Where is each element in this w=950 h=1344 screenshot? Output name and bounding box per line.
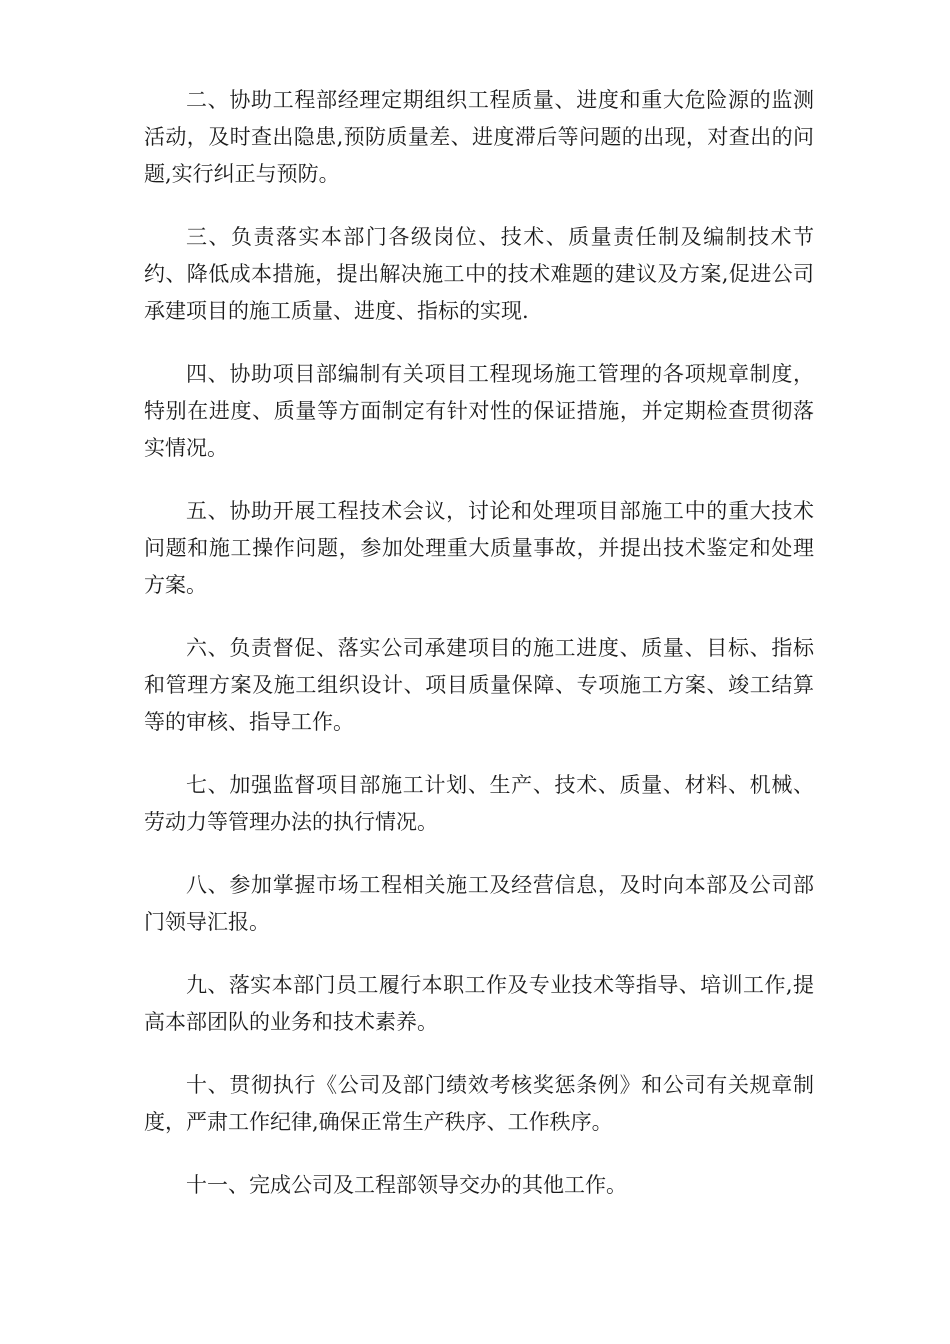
- paragraph-5: 五、协助开展工程技术会议，讨论和处理项目部施工中的重大技术问题和施工操作问题，参加处理重大质量事故，并提出技术鉴定和处理方案。: [144, 499, 814, 597]
- paragraph-7: 七、加强监督项目部施工计划、生产、技术、质量、材料、机械、劳动力等管理办法的执行情况。: [144, 773, 814, 834]
- paragraph-2: 二、协助工程部经理定期组织工程质量、进度和重大危险源的监测活动，及时查出隐患,预防质量差、进度滞后等问题的出现，对查出的问题,实行纠正与预防。: [144, 88, 814, 186]
- paragraph-10: 十、贯彻执行《公司及部门绩效考核奖惩条例》和公司有关规章制度，严肃工作纪律,确保正常生产秩序、工作秩序。: [144, 1073, 814, 1134]
- paragraph-8: 八、参加掌握市场工程相关施工及经营信息，及时向本部及公司部门领导汇报。: [144, 873, 814, 934]
- document-body: [144, 82, 814, 1230]
- paragraph-11: 十一、完成公司及工程部领导交办的其他工作。: [186, 1173, 627, 1197]
- paragraph-3: 三、负责落实本部门各级岗位、技术、质量责任制及编制技术节约、降低成本措施，提出解决施工中的技术难题的建议及方案,促进公司承建项目的施工质量、进度、指标的实现.: [144, 225, 814, 323]
- paragraph-6: 六、负责督促、落实公司承建项目的施工进度、质量、目标、指标和管理方案及施工组织设计、项目质量保障、专项施工方案、竣工结算等的审核、指导工作。: [144, 636, 814, 734]
- paragraph-9: 九、落实本部门员工履行本职工作及专业技术等指导、培训工作,提高本部团队的业务和技术素养。: [144, 973, 814, 1034]
- paragraph-4: 四、协助项目部编制有关项目工程现场施工管理的各项规章制度，特别在进度、质量等方面制定有针对性的保证措施，并定期检查贯彻落实情况。: [144, 362, 814, 460]
